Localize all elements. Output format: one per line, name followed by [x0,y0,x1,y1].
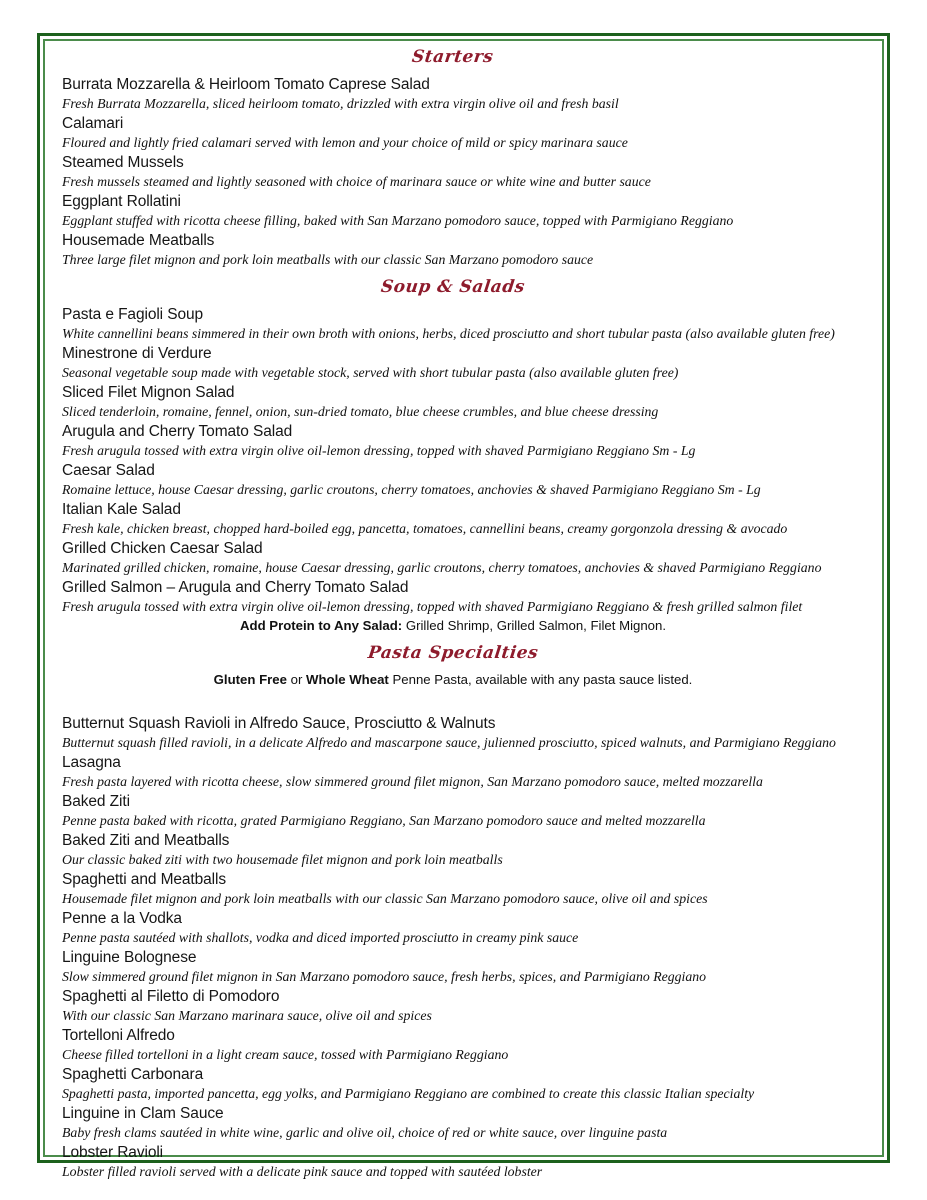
item-description: Three large filet mignon and pork loin meatballs with our classic San Marzano pomodoro sauce [62,252,594,267]
item-description: Spaghetti pasta, imported pancetta, egg yolks, and Parmigiano Reggiano are combined to create this classic Italian specialty [62,1086,755,1101]
item-name: Lobster Ravioli [62,1144,164,1161]
item-name: Pasta e Fagioli Soup [62,306,204,323]
menu-item [62,192,844,229]
item-name: Housemade Meatballs [62,232,215,249]
item-name: Arugula and Cherry Tomato Salad [62,423,293,440]
menu-item [62,714,844,751]
item-description: Fresh arugula tossed with extra virgin olive oil-lemon dressing, topped with shaved Parmigiano Reggiano & fresh grilled salmon filet [62,599,803,614]
menu-item [62,1026,844,1063]
menu-item [62,1104,844,1141]
section-note-pasta-specialties-part: Gluten Free [213,672,287,687]
menu-item [62,461,844,498]
menu-item [62,831,844,868]
item-description: Romaine lettuce, house Caesar dressing, garlic croutons, cherry tomatoes, anchovies & shaved Parmigiano Reggiano Sm - Lg [62,482,761,497]
item-description: Seasonal vegetable soup made with vegetable stock, served with short tubular pasta (also available gluten free) [62,365,679,380]
menu-item [62,383,844,420]
item-description: With our classic San Marzano marinara sauce, olive oil and spices [62,1008,432,1023]
item-description: Fresh pasta layered with ricotta cheese, slow simmered ground filet mignon, San Marzano pomodoro sauce, melted mozzarella [62,774,763,789]
item-description: Penne pasta sautéed with shallots, vodka and diced imported prosciutto in creamy pink sauce [62,930,579,945]
item-description: Marinated grilled chicken, romaine, house Caesar dressing, garlic croutons, cherry tomatoes, anchovies & shaved Parmigiano Reggiano [62,560,822,575]
section-note-pasta-specialties-part: or [286,672,307,687]
item-description: Eggplant stuffed with ricotta cheese filling, baked with San Marzano pomodoro sauce, topped with Parmigiano Reggiano [62,213,734,228]
section-title-pasta-specialties [62,643,844,663]
item-name: Italian Kale Salad [62,501,181,518]
menu-section-pasta-specialties [62,643,844,1180]
item-name: Linguine in Clam Sauce [62,1105,224,1122]
menu-item [62,500,844,537]
item-description: Housemade filet mignon and pork loin meatballs with our classic San Marzano pomodoro sauce, olive oil and spices [62,891,708,906]
item-name: Grilled Salmon – Arugula and Cherry Tomato Salad [62,579,409,596]
menu-item [62,909,844,946]
item-name: Minestrone di Verdure [62,345,212,362]
menu-item [62,539,844,576]
menu-item [62,1143,844,1180]
item-name: Baked Ziti [62,793,130,810]
item-name: Steamed Mussels [62,154,184,171]
item-description: Cheese filled tortelloni in a light cream sauce, tossed with Parmigiano Reggiano [62,1047,509,1062]
section-footnote-soup-salads-part: Grilled Shrimp, Grilled Salmon, Filet Mignon. [402,618,666,633]
item-name: Baked Ziti and Meatballs [62,832,230,849]
section-note-pasta-specialties [62,671,844,688]
section-title-starters [62,47,844,67]
item-description: Our classic baked ziti with two housemade filet mignon and pork loin meatballs [62,852,503,867]
menu-item [62,422,844,459]
item-description: Fresh kale, chicken breast, chopped hard-boiled egg, pancetta, tomatoes, cannellini beans, creamy gorgonzola dressing & avocado [62,521,788,536]
item-description: Baby fresh clams sautéed in white wine, garlic and olive oil, choice of red or white sauce, over linguine pasta [62,1125,668,1140]
item-name: Spaghetti al Filetto di Pomodoro [62,988,280,1005]
menu-item [62,114,844,151]
section-footnote-soup-salads [62,617,844,634]
menu-item [62,870,844,907]
menu-item [62,305,844,342]
section-title-text: Soup & Salads [379,277,527,297]
item-description: White cannellini beans simmered in their own broth with onions, herbs, diced prosciutto and short tubular pasta (also available gluten free) [62,326,835,341]
item-description: Slow simmered ground filet mignon in San Marzano pomodoro sauce, fresh herbs, spices, and Parmigiano Reggiano [62,969,707,984]
menu-content [43,39,884,1179]
item-name: Calamari [62,115,124,132]
item-name: Spaghetti and Meatballs [62,871,227,888]
section-title-text: Pasta Specialties [366,643,540,663]
menu-border-frame [37,33,890,1179]
menu-item [62,75,844,112]
menu-item [62,153,844,190]
item-name: Spaghetti Carbonara [62,1066,204,1083]
menu-section-soup-salads [62,277,844,634]
section-note-pasta-specialties-part: Whole Wheat [306,672,389,687]
menu-section-starters [62,47,844,268]
item-description: Floured and lightly fried calamari served with lemon and your choice of mild or spicy marinara sauce [62,135,628,150]
item-name: Lasagna [62,754,121,771]
item-description: Fresh arugula tossed with extra virgin olive oil-lemon dressing, topped with shaved Parmigiano Reggiano Sm - Lg [62,443,696,458]
menu-item [62,344,844,381]
item-description: Penne pasta baked with ricotta, grated Parmigiano Reggiano, San Marzano pomodoro sauce and melted mozzarella [62,813,706,828]
menu-item [62,987,844,1024]
menu-item [62,231,844,268]
item-description: Lobster filled ravioli served with a delicate pink sauce and topped with sautéed lobster [62,1164,543,1179]
menu-item [62,948,844,985]
item-name: Butternut Squash Ravioli in Alfredo Sauce, Prosciutto & Walnuts [62,715,496,732]
item-description: Butternut squash filled ravioli, in a delicate Alfredo and mascarpone sauce, julienned prosciutto, spiced walnuts, and Parmigiano Reggiano [62,735,836,750]
item-name: Caesar Salad [62,462,155,479]
item-name: Sliced Filet Mignon Salad [62,384,235,401]
item-name: Eggplant Rollatini [62,193,181,210]
item-name: Penne a la Vodka [62,910,182,927]
menu-item [62,1065,844,1102]
menu-item [62,753,844,790]
menu-item [62,578,844,615]
item-description: Fresh mussels steamed and lightly seasoned with choice of marinara sauce or white wine and butter sauce [62,174,651,189]
item-description: Sliced tenderloin, romaine, fennel, onion, sun-dried tomato, blue cheese crumbles, and blue cheese dressing [62,404,659,419]
section-footnote-soup-salads-part: Add Protein to Any Salad: [239,618,403,633]
item-name: Burrata Mozzarella & Heirloom Tomato Caprese Salad [62,76,430,93]
item-name: Linguine Bolognese [62,949,197,966]
item-name: Tortelloni Alfredo [62,1027,175,1044]
item-description: Fresh Burrata Mozzarella, sliced heirloom tomato, drizzled with extra virgin olive oil and fresh basil [62,96,619,111]
item-name: Grilled Chicken Caesar Salad [62,540,263,557]
section-note-pasta-specialties-part: Penne Pasta, available with any pasta sauce listed. [388,672,693,687]
section-title-soup-salads [62,277,844,297]
menu-item [62,792,844,829]
section-title-text: Starters [411,47,495,67]
